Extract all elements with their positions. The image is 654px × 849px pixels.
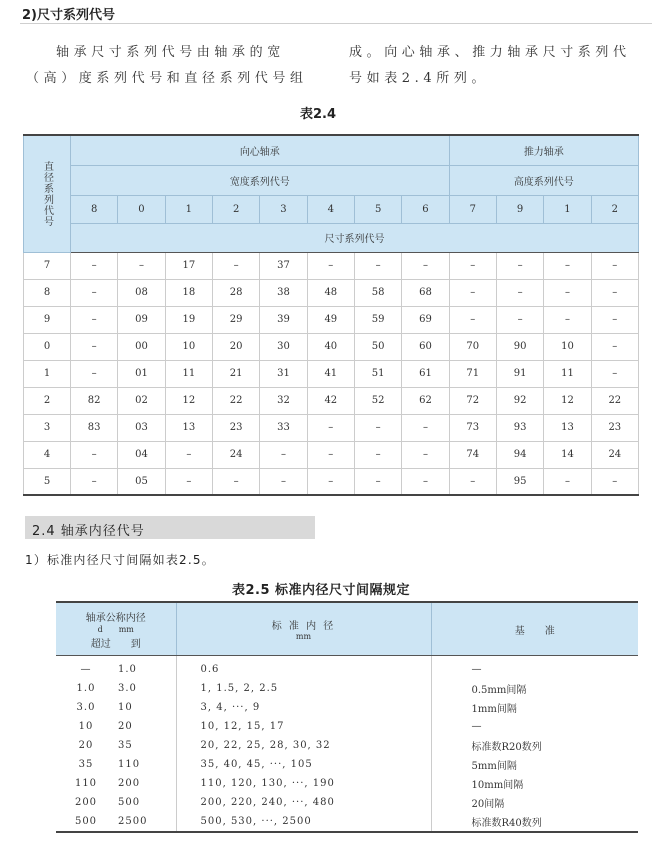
table-cell: – xyxy=(496,252,543,279)
table-cell: 33 xyxy=(260,414,307,441)
diameter-code-cell: 4 xyxy=(24,441,71,468)
table-cell: 95 xyxy=(496,468,543,495)
table-row xyxy=(24,468,639,495)
to-cell: 35 xyxy=(118,740,133,751)
table-cell: – xyxy=(354,414,401,441)
diameter-code-cell: 0 xyxy=(24,333,71,360)
table-row xyxy=(56,736,638,755)
table-cell: 28 xyxy=(212,279,259,306)
paragraph-line: （高）度系列代号和直径系列代号组 xyxy=(26,71,308,86)
table-cell: 41 xyxy=(307,360,354,387)
header-line: mm xyxy=(295,632,312,641)
table-row xyxy=(56,698,638,717)
table-cell: – xyxy=(402,441,449,468)
basis-cell: 20间隔 xyxy=(431,793,638,812)
table-row xyxy=(24,387,639,414)
basis-cell: 标准数R40数列 xyxy=(431,812,638,832)
table-cell: 90 xyxy=(496,333,543,360)
paragraph-line: 成。向心轴承、推力轴承尺寸系列代 xyxy=(349,45,631,60)
section-heading: 2.4 轴承内径代号 xyxy=(32,524,145,539)
diameter-code-cell: 5 xyxy=(24,468,71,495)
table-cell: 17 xyxy=(165,252,212,279)
table-cell: 74 xyxy=(449,441,496,468)
header-line: d mm xyxy=(97,624,134,634)
dimension-series-header: 尺寸系列代号 xyxy=(71,223,639,252)
table-cell: 09 xyxy=(118,306,165,333)
table-cell: – xyxy=(496,279,543,306)
table-cell: – xyxy=(71,306,118,333)
standard-bore-cell: 20, 22, 25, 28, 30, 32 xyxy=(176,736,431,755)
table-cell: 10 xyxy=(165,333,212,360)
table-cell: – xyxy=(307,414,354,441)
table-cell: 60 xyxy=(402,333,449,360)
table-cell: 23 xyxy=(212,414,259,441)
table-cell: 22 xyxy=(212,387,259,414)
table-row xyxy=(56,656,638,680)
series-code-cell: 2 xyxy=(212,195,259,223)
to-cell: 500 xyxy=(118,797,141,808)
header-line: 标 准 内 径 xyxy=(271,621,336,632)
table-cell: 48 xyxy=(307,279,354,306)
table-cell: – xyxy=(71,333,118,360)
table-cell: – xyxy=(449,306,496,333)
table-row xyxy=(24,333,639,360)
table-cell: – xyxy=(212,468,259,495)
to-cell: 10 xyxy=(118,702,133,713)
paragraph-line: 号如表2.4所列。 xyxy=(349,71,490,86)
table-cell: 62 xyxy=(402,387,449,414)
basis-cell: 0.5mm间隔 xyxy=(431,679,638,698)
over-cell: 500 xyxy=(56,812,116,832)
section-title: 2)尺寸系列代号 xyxy=(22,4,115,23)
standard-bore-cell: 200, 220, 240, ···, 480 xyxy=(176,793,431,812)
over-cell: 35 xyxy=(78,759,94,770)
table-cell: 23 xyxy=(591,414,638,441)
basis-cell: — xyxy=(431,656,638,680)
over-cell: 10 xyxy=(78,721,94,732)
table-cell: – xyxy=(402,414,449,441)
table-row xyxy=(56,774,638,793)
table-cell: – xyxy=(71,279,118,306)
table-cell: – xyxy=(449,468,496,495)
nominal-bore-header xyxy=(56,602,176,656)
table-cell: 58 xyxy=(354,279,401,306)
series-code-cell: 8 xyxy=(71,195,118,223)
table-cell: – xyxy=(307,441,354,468)
height-series-header: 高度系列代号 xyxy=(449,165,638,195)
table-cell: 50 xyxy=(354,333,401,360)
series-code-cell: 6 xyxy=(402,195,449,223)
table-cell: 02 xyxy=(118,387,165,414)
table-cell: – xyxy=(449,279,496,306)
table-cell: 73 xyxy=(449,414,496,441)
standard-bore-header xyxy=(176,602,431,656)
basis-cell: — xyxy=(431,717,638,736)
table-cell: – xyxy=(402,468,449,495)
table-cell: 94 xyxy=(496,441,543,468)
to-cell: 2500 xyxy=(116,812,176,832)
table-cell: – xyxy=(71,441,118,468)
table-cell: 08 xyxy=(118,279,165,306)
table-cell: 24 xyxy=(212,441,259,468)
table-cell: – xyxy=(260,468,307,495)
to-cell: 3.0 xyxy=(118,683,137,694)
table-row xyxy=(56,717,638,736)
table-row xyxy=(24,441,639,468)
table-cell: – xyxy=(544,279,591,306)
series-code-cell: 7 xyxy=(449,195,496,223)
table-cell: 61 xyxy=(402,360,449,387)
standard-bore-cell: 500, 530, ···, 2500 xyxy=(176,812,431,832)
table-row xyxy=(24,306,639,333)
table-cell: – xyxy=(544,306,591,333)
table-cell: 32 xyxy=(260,387,307,414)
table-cell: – xyxy=(591,279,638,306)
table-row xyxy=(24,360,639,387)
radial-bearing-header: 向心轴承 xyxy=(71,135,450,165)
table-cell: 38 xyxy=(260,279,307,306)
series-code-cell: 3 xyxy=(260,195,307,223)
table-cell: 13 xyxy=(544,414,591,441)
standard-bore-cell: 10, 12, 15, 17 xyxy=(176,717,431,736)
table-row xyxy=(56,755,638,774)
table-cell: – xyxy=(544,252,591,279)
table-cell: – xyxy=(71,468,118,495)
table-cell: 40 xyxy=(307,333,354,360)
table-cell: 24 xyxy=(591,441,638,468)
to-cell: 20 xyxy=(118,721,133,732)
diameter-code-cell: 8 xyxy=(24,279,71,306)
table-cell: 51 xyxy=(354,360,401,387)
table-cell: 18 xyxy=(165,279,212,306)
table-cell: 71 xyxy=(449,360,496,387)
table-cell: 52 xyxy=(354,387,401,414)
over-cell: 1.0 xyxy=(76,683,96,694)
table-cell: 69 xyxy=(402,306,449,333)
paragraph-line: 轴承尺寸系列代号由轴承的宽 xyxy=(56,45,285,60)
table-cell: 12 xyxy=(544,387,591,414)
table-cell: 03 xyxy=(118,414,165,441)
table-cell: – xyxy=(591,306,638,333)
basis-cell: 1mm间隔 xyxy=(431,698,638,717)
table-cell: – xyxy=(591,252,638,279)
table-cell: – xyxy=(591,360,638,387)
table-cell: 21 xyxy=(212,360,259,387)
table-cell: 68 xyxy=(402,279,449,306)
basis-cell: 5mm间隔 xyxy=(431,755,638,774)
table-cell: 30 xyxy=(260,333,307,360)
diameter-series-header: 直径系列代号 xyxy=(24,135,71,252)
table-cell: 72 xyxy=(449,387,496,414)
table-row xyxy=(56,793,638,812)
table-cell: – xyxy=(354,252,401,279)
table-cell: 01 xyxy=(118,360,165,387)
basis-header: 基 准 xyxy=(431,602,638,656)
over-cell: 3.0 xyxy=(76,702,96,713)
to-cell: 200 xyxy=(118,778,141,789)
table-cell: – xyxy=(165,468,212,495)
series-code-cell: 1 xyxy=(544,195,591,223)
table-cell: 14 xyxy=(544,441,591,468)
table-cell: 12 xyxy=(165,387,212,414)
table25-caption: 表2.5 标准内径尺寸间隔规定 xyxy=(232,583,411,598)
table-cell: – xyxy=(260,441,307,468)
bore-diameter-table xyxy=(56,601,638,833)
table-row xyxy=(24,279,639,306)
table-cell: – xyxy=(307,468,354,495)
series-code-cell: 2 xyxy=(591,195,638,223)
to-cell: 1.0 xyxy=(118,664,137,675)
intro-paragraph-left xyxy=(26,40,338,92)
table-cell: 11 xyxy=(544,360,591,387)
diameter-code-cell: 2 xyxy=(24,387,71,414)
table-cell: – xyxy=(496,306,543,333)
basis-cell: 标准数R20数列 xyxy=(431,736,638,755)
standard-bore-cell: 1, 1.5, 2, 2.5 xyxy=(176,679,431,698)
table-cell: – xyxy=(402,252,449,279)
table-cell: 13 xyxy=(165,414,212,441)
table-cell: 39 xyxy=(260,306,307,333)
table-cell: 11 xyxy=(165,360,212,387)
table-cell: 10 xyxy=(544,333,591,360)
diameter-code-cell: 9 xyxy=(24,306,71,333)
table-cell: – xyxy=(212,252,259,279)
table-cell: 05 xyxy=(118,468,165,495)
table-cell: – xyxy=(449,252,496,279)
series-code-cell: 9 xyxy=(496,195,543,223)
table-cell: 37 xyxy=(260,252,307,279)
over-cell: 110 xyxy=(74,778,98,789)
standard-bore-cell: 110, 120, 130, ···, 190 xyxy=(176,774,431,793)
to-cell: 110 xyxy=(118,759,141,770)
table-cell: 93 xyxy=(496,414,543,441)
series-code-cell: 0 xyxy=(118,195,165,223)
standard-bore-cell: 35, 40, 45, ···, 105 xyxy=(176,755,431,774)
table-cell: 00 xyxy=(118,333,165,360)
diameter-code-cell: 1 xyxy=(24,360,71,387)
table-cell: 22 xyxy=(591,387,638,414)
standard-bore-cell: 3, 4, ···, 9 xyxy=(176,698,431,717)
table-cell: 42 xyxy=(307,387,354,414)
diameter-code-cell: 3 xyxy=(24,414,71,441)
section-bar xyxy=(25,516,315,539)
table-cell: – xyxy=(307,252,354,279)
table-cell: 70 xyxy=(449,333,496,360)
diameter-code-cell: 7 xyxy=(24,252,71,279)
table-cell: 49 xyxy=(307,306,354,333)
table-cell: – xyxy=(165,441,212,468)
header-line: 轴承公称内径 xyxy=(85,612,146,624)
table-cell: – xyxy=(591,333,638,360)
header-line: 超过 到 xyxy=(90,638,141,650)
over-cell: — xyxy=(80,664,92,675)
standard-bore-cell: 0.6 xyxy=(176,656,431,680)
table-cell: 20 xyxy=(212,333,259,360)
table-cell: – xyxy=(71,360,118,387)
table-cell: – xyxy=(354,441,401,468)
table-cell: – xyxy=(354,468,401,495)
subsection-text: 1）标准内径尺寸间隔如表2.5。 xyxy=(25,553,215,567)
table-cell: – xyxy=(71,252,118,279)
table-cell: 92 xyxy=(496,387,543,414)
table24-caption: 表2.4 xyxy=(300,107,337,122)
over-cell: 200 xyxy=(74,797,98,808)
table-cell: 83 xyxy=(71,414,118,441)
table-row xyxy=(24,414,639,441)
table-cell: – xyxy=(591,468,638,495)
over-cell: 20 xyxy=(78,740,94,751)
table-cell: 04 xyxy=(118,441,165,468)
table-cell: 29 xyxy=(212,306,259,333)
table-cell: 31 xyxy=(260,360,307,387)
table-row xyxy=(56,679,638,698)
table-cell: – xyxy=(544,468,591,495)
series-code-cell: 1 xyxy=(165,195,212,223)
table-cell: 82 xyxy=(71,387,118,414)
series-code-cell: 4 xyxy=(307,195,354,223)
table-row xyxy=(24,252,639,279)
series-code-cell: 5 xyxy=(354,195,401,223)
intro-paragraph-right xyxy=(349,40,649,92)
table-cell: 19 xyxy=(165,306,212,333)
table-cell: 59 xyxy=(354,306,401,333)
table-row xyxy=(56,812,638,832)
basis-cell: 10mm间隔 xyxy=(431,774,638,793)
dimension-series-table xyxy=(23,134,639,496)
table-cell: 91 xyxy=(496,360,543,387)
table-cell: – xyxy=(118,252,165,279)
thrust-bearing-header: 推力轴承 xyxy=(449,135,638,165)
width-series-header: 宽度系列代号 xyxy=(71,165,450,195)
